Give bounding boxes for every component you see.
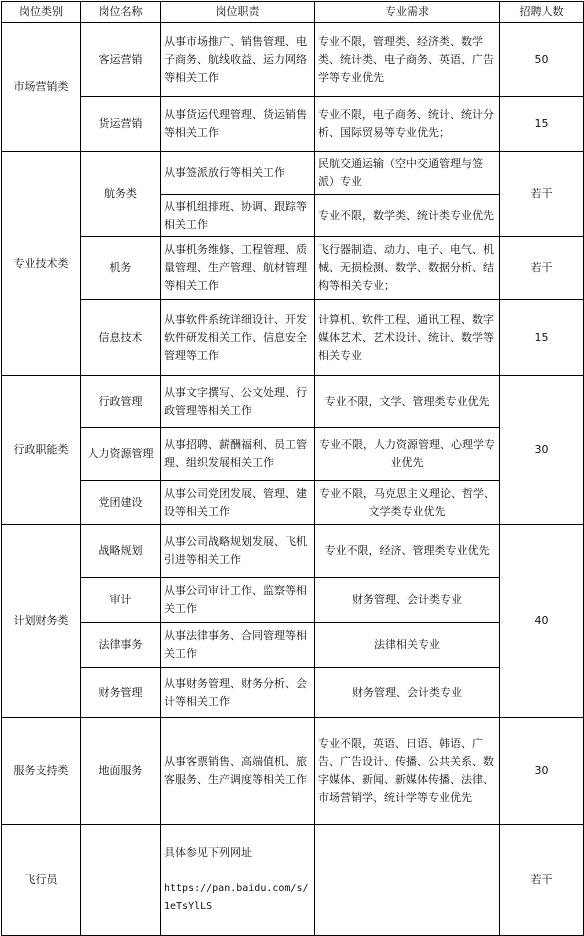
table-row: [2, 300, 584, 376]
position-name: 人力资源管理: [81, 428, 161, 481]
category-cell: 行政职能类: [2, 376, 81, 525]
count-cell: 若干: [500, 152, 584, 237]
position-name: 法律事务: [81, 623, 161, 668]
duty-cell: 从事招聘、薪酬福利、员工管理、组织发展相关工作: [161, 428, 315, 481]
duty-cell: 从事文字撰写、公文处理、行政管理等相关工作: [161, 376, 315, 428]
major-cell: 专业不限，人力资源管理、心理学专业优先: [315, 428, 500, 481]
position-name: 客运营销: [81, 23, 161, 97]
count-cell: 40: [500, 525, 584, 718]
category-cell: 飞行员: [2, 825, 81, 936]
table-row: [2, 97, 584, 152]
major-cell: 专业不限，经济、管理类专业优先: [315, 525, 500, 578]
table-header-row: [2, 2, 584, 23]
duty-cell: 从事客票销售、高端值机、旅客服务、生产调度等相关工作: [161, 718, 315, 825]
count-cell: 50: [500, 23, 584, 97]
category-cell: 市场营销类: [2, 23, 81, 152]
major-cell: 财务管理、会计类专业: [315, 668, 500, 718]
header-category: 岗位类别: [2, 2, 81, 23]
position-name: 行政管理: [81, 376, 161, 428]
duty-cell: 从事机组排班、协调、跟踪等相关工作: [161, 195, 315, 237]
duty-cell: 从事软件系统详细设计、开发软件研发相关工作、信息安全管理等工作: [161, 300, 315, 376]
table-row: [2, 23, 584, 97]
duty-cell: [161, 825, 315, 936]
duty-cell: 从事签派放行等相关工作: [161, 152, 315, 195]
major-cell: 专业不限，马克思主义理论、哲学、文学类专业优先: [315, 481, 500, 525]
category-cell: 专业技术类: [2, 152, 81, 376]
major-cell: 计算机、软件工程、通讯工程、数字媒体艺术、艺术设计、统计、数学等相关专业: [315, 300, 500, 376]
table-row: [2, 428, 584, 481]
duty-cell: 从事公司党团发展、管理、建设等相关工作: [161, 481, 315, 525]
category-cell: 服务支持类: [2, 718, 81, 825]
position-name: [81, 825, 161, 936]
table-row: [2, 152, 584, 195]
major-cell: 专业不限，数学类、统计类专业优先: [315, 195, 500, 237]
recruitment-table: [1, 1, 584, 936]
major-cell: 财务管理、会计类专业: [315, 578, 500, 623]
duty-cell: 从事公司战略规划发展、飞机引进等相关工作: [161, 525, 315, 578]
major-cell: 法律相关专业: [315, 623, 500, 668]
header-position: 岗位名称: [81, 2, 161, 23]
table-row: [2, 623, 584, 668]
table-row: [2, 825, 584, 936]
major-cell: 飞行器制造、动力、电子、电气、机械、无损检测、数学、数据分析、结构等相关专业；: [315, 237, 500, 300]
pilot-url-link[interactable]: https://pan.baidu.com/s/1eTsYlLS: [164, 883, 309, 912]
position-name: 地面服务: [81, 718, 161, 825]
table-row: [2, 481, 584, 525]
pilot-duty-text: 具体参见下列网址: [164, 846, 252, 859]
major-cell: 专业不限，管理类、经济类、数学类、统计类、电子商务、英语、广告学等专业优先: [315, 23, 500, 97]
position-name: 机务: [81, 237, 161, 300]
position-name: 货运营销: [81, 97, 161, 152]
duty-cell: 从事公司审计工作、监察等相关工作: [161, 578, 315, 623]
major-cell: 专业不限，电子商务、统计、统计分析、国际贸易等专业优先；: [315, 97, 500, 152]
table-row: [2, 718, 584, 825]
duty-cell: 从事货运代理管理、货运销售等相关工作: [161, 97, 315, 152]
count-cell: 15: [500, 300, 584, 376]
count-cell: 15: [500, 97, 584, 152]
duty-cell: 从事市场推广、销售管理、电子商务、航线收益、运力网络等相关工作: [161, 23, 315, 97]
position-name: 航务类: [81, 152, 161, 237]
position-name: 财务管理: [81, 668, 161, 718]
table-row: [2, 376, 584, 428]
table-row: [2, 237, 584, 300]
count-cell: 若干: [500, 825, 584, 936]
table-row: [2, 668, 584, 718]
duty-cell: 从事机务维修、工程管理、质量管理、生产管理、航材管理等相关工作: [161, 237, 315, 300]
major-cell: 专业不限，文学、管理类专业优先: [315, 376, 500, 428]
position-name: 党团建设: [81, 481, 161, 525]
count-cell: 30: [500, 718, 584, 825]
count-cell: 若干: [500, 237, 584, 300]
category-cell: 计划财务类: [2, 525, 81, 718]
header-duty: 岗位职责: [161, 2, 315, 23]
header-major: 专业需求: [315, 2, 500, 23]
count-cell: 30: [500, 376, 584, 525]
position-name: 审计: [81, 578, 161, 623]
duty-cell: 从事财务管理、财务分析、会计等相关工作: [161, 668, 315, 718]
position-name: 信息技术: [81, 300, 161, 376]
position-name: 战略规划: [81, 525, 161, 578]
major-cell: 民航交通运输（空中交通管理与签派）专业: [315, 152, 500, 195]
duty-cell: 从事法律事务、合同管理等相关工作: [161, 623, 315, 668]
table-row: [2, 578, 584, 623]
header-count: 招聘人数: [500, 2, 584, 23]
major-cell: [315, 825, 500, 936]
major-cell: 专业不限，英语、日语、韩语、广告、广告设计、传播、公共关系、数字媒体、新闻、新媒体传播、法律、市场营销学、统计学等专业优先: [315, 718, 500, 825]
table-row: [2, 525, 584, 578]
